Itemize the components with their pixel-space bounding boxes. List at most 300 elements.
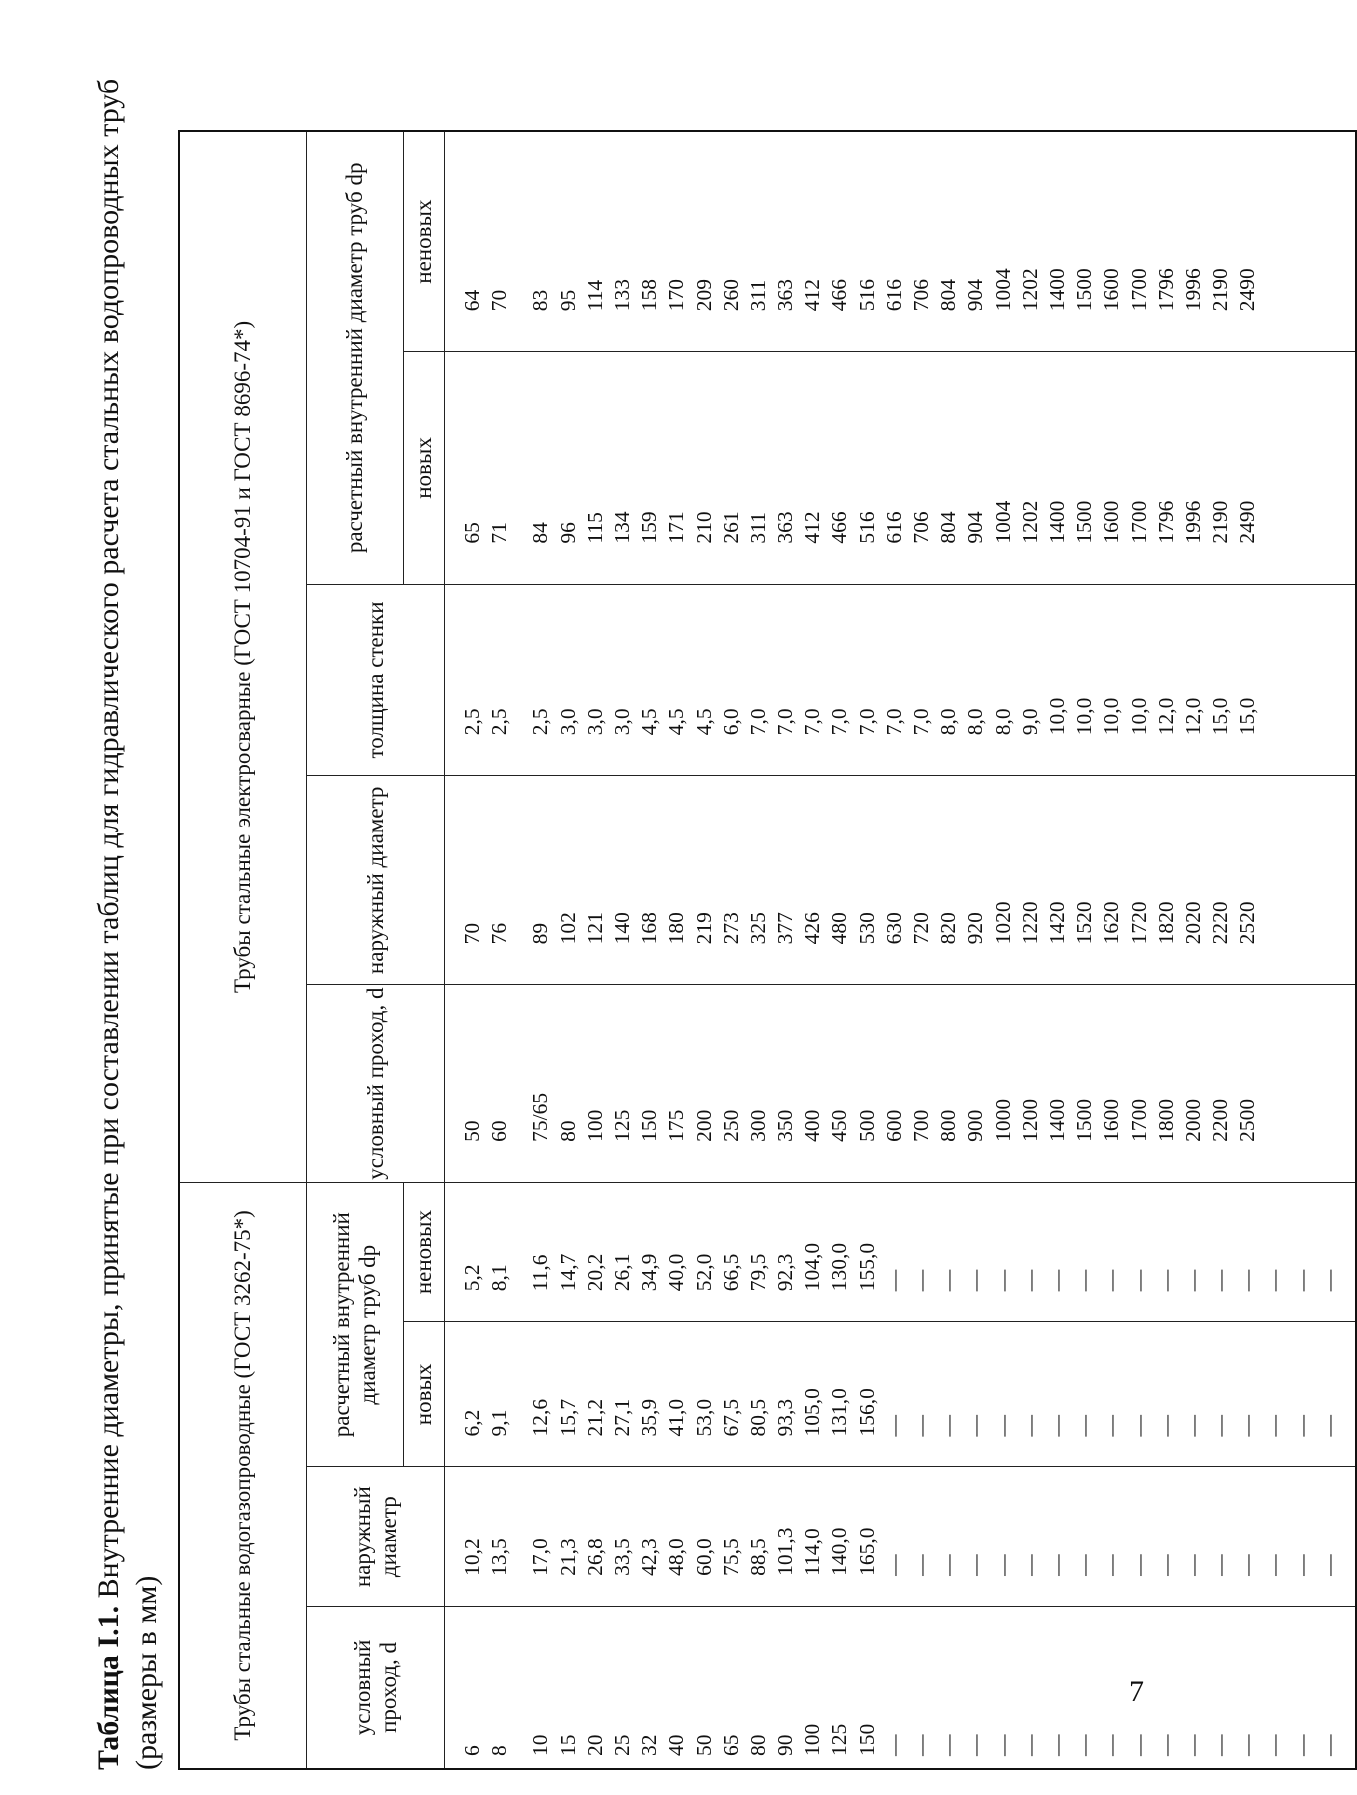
table-cell: 21,3 — [555, 1538, 580, 1576]
caption-text: Внутренние диаметры, принятые при составлении таблиц для гидравлического расчета стальных водопроводных труб (размеры в мм) — [92, 78, 163, 1770]
table-cell: 10,0 — [1126, 697, 1151, 736]
row-gap — [513, 132, 527, 351]
table-cell: — — [1235, 1734, 1260, 1756]
table-cell: 133 — [609, 279, 634, 312]
table-cell: 904 — [963, 279, 988, 312]
table-cell: 95 — [555, 289, 580, 312]
table-cell: — — [1153, 1734, 1178, 1756]
table-cell: 412 — [800, 511, 825, 544]
table-cell: 134 — [609, 511, 634, 544]
table-cell: 71 — [487, 522, 512, 544]
table-cell: 7,0 — [881, 708, 906, 736]
table-cell: 75/65 — [528, 1092, 553, 1142]
table-cell: 450 — [827, 1109, 852, 1142]
table-cell: 200 — [691, 1109, 716, 1142]
table-cell: 209 — [691, 279, 716, 312]
table-cell: 26,8 — [582, 1538, 607, 1576]
row-gap — [513, 1607, 527, 1768]
table-cell: 171 — [664, 511, 689, 544]
table-cell: 400 — [800, 1109, 825, 1142]
table-cell: — — [990, 1734, 1015, 1756]
row-gap — [513, 352, 527, 583]
table-cell: 820 — [936, 912, 961, 945]
table-cell: — — [1180, 1269, 1205, 1292]
table-cell: 1620 — [1099, 901, 1124, 945]
table-cell: 83 — [528, 289, 553, 312]
table-cell: 15,7 — [555, 1398, 580, 1437]
table-cell: 40,0 — [664, 1253, 689, 1292]
table-cell: 114,0 — [800, 1528, 825, 1576]
table-cell: — — [1180, 1554, 1205, 1576]
table-cell: 3,0 — [555, 708, 580, 736]
table-cell: 35,9 — [637, 1398, 662, 1437]
table-cell: — — [1153, 1414, 1178, 1437]
table-cell: 52,0 — [691, 1253, 716, 1292]
row-gap — [513, 1183, 527, 1321]
table-cell: — — [1180, 1414, 1205, 1437]
table-cell: — — [1316, 1554, 1341, 1576]
col-g2-wall — [445, 584, 1357, 776]
table-cell: 60 — [487, 1120, 512, 1142]
table-cell: 34,9 — [637, 1253, 662, 1292]
table-cell: 2,5 — [528, 708, 553, 736]
table-cell: 130,0 — [827, 1242, 852, 1292]
header-g1-inner: расчетный внутренний диаметр труб dp — [307, 1182, 404, 1467]
table-cell: — — [1262, 1554, 1287, 1576]
table-cell: 1700 — [1126, 1098, 1151, 1142]
table-cell: 1004 — [990, 500, 1015, 544]
table-cell: — — [1044, 1734, 1069, 1756]
table-cell: 2490 — [1235, 268, 1260, 312]
table-cell: 325 — [745, 912, 770, 945]
table-cell: 15 — [555, 1734, 580, 1756]
table-cell: 2490 — [1235, 500, 1260, 544]
table-cell: — — [1017, 1269, 1042, 1292]
table-cell: 140 — [609, 912, 634, 945]
table-cell: 150 — [854, 1723, 879, 1756]
table-cell: — — [1126, 1734, 1151, 1756]
header-g1-nominal: условный проход, d — [307, 1606, 445, 1769]
col-g2-old — [445, 131, 1357, 352]
table-cell: — — [1044, 1414, 1069, 1437]
table-cell: 150 — [637, 1109, 662, 1142]
table-cell: — — [909, 1734, 933, 1756]
table-cell: 7,0 — [745, 708, 770, 736]
table-cell: 8,0 — [963, 708, 988, 736]
table-cell: 1400 — [1044, 1098, 1069, 1142]
table-cell: 12,0 — [1180, 697, 1205, 736]
table-cell: 2500 — [1235, 1098, 1260, 1142]
table-cell: — — [909, 1269, 933, 1292]
table-cell: 10,0 — [1044, 697, 1069, 736]
table-cell: 261 — [718, 511, 743, 544]
row-gap — [513, 985, 527, 1181]
table-cell: 101,3 — [773, 1527, 798, 1576]
table-cell: 10,0 — [1099, 697, 1124, 736]
table-cell: — — [990, 1269, 1015, 1292]
table-cell: — — [1262, 1414, 1287, 1437]
table-cell: 4,5 — [637, 708, 662, 736]
table-cell: — — [1017, 1414, 1042, 1437]
table-cell: 175 — [664, 1109, 689, 1142]
col-g1-new — [445, 1322, 1357, 1467]
table-cell: — — [936, 1414, 961, 1437]
table-cell: 804 — [936, 279, 961, 312]
table-cell: 1400 — [1044, 500, 1069, 544]
row-gap — [513, 1322, 527, 1466]
table-cell: 1700 — [1126, 500, 1151, 544]
table-cell: 2200 — [1208, 1098, 1233, 1142]
table-cell: 40 — [664, 1734, 689, 1756]
table-cell: 125 — [827, 1723, 852, 1756]
table-cell: — — [1235, 1414, 1260, 1437]
table-cell: — — [1044, 1269, 1069, 1292]
table-cell: 41,0 — [664, 1398, 689, 1437]
table-cell: — — [1126, 1554, 1151, 1576]
table-cell: — — [1235, 1269, 1260, 1292]
table-cell: 706 — [909, 511, 933, 544]
table-cell: 1996 — [1180, 268, 1205, 312]
pipe-diameter-table — [178, 130, 1357, 1770]
table-cell: 20 — [582, 1734, 607, 1756]
table-cell: 412 — [800, 279, 825, 312]
table-cell: 50 — [691, 1734, 716, 1756]
col-g1-outer — [445, 1467, 1357, 1606]
table-cell: 80,5 — [745, 1398, 770, 1437]
table-cell: 53,0 — [691, 1398, 716, 1437]
table-cell: 2520 — [1235, 901, 1260, 945]
table-cell: 904 — [963, 511, 988, 544]
header-g2-new: новых — [404, 352, 445, 584]
table-cell: 8,0 — [990, 708, 1015, 736]
table-cell: 1020 — [990, 901, 1015, 945]
table-cell: 516 — [854, 279, 879, 312]
table-cell: 2,5 — [460, 708, 484, 736]
rotated-page — [90, 30, 1341, 1770]
table-cell: 100 — [582, 1109, 607, 1142]
table-cell: 1600 — [1099, 1098, 1124, 1142]
table-cell: 27,1 — [609, 1398, 634, 1437]
col-g2-new — [445, 352, 1357, 584]
table-cell: 2190 — [1208, 500, 1233, 544]
table-cell: 1000 — [990, 1098, 1015, 1142]
table-cell: 5,2 — [460, 1264, 484, 1292]
table-cell: 131,0 — [827, 1388, 852, 1437]
table-cell: 92,3 — [773, 1253, 798, 1292]
table-cell: 7,0 — [909, 708, 933, 736]
header-g2-inner: расчетный внутренний диаметр труб dp — [307, 131, 404, 584]
table-cell: 2190 — [1208, 268, 1233, 312]
col-g2-outer — [445, 776, 1357, 985]
table-cell: — — [936, 1269, 961, 1292]
table-cell: — — [1099, 1554, 1124, 1576]
table-cell: — — [936, 1734, 961, 1756]
table-cell: 2220 — [1208, 901, 1233, 945]
table-cell: 10 — [528, 1734, 553, 1756]
table-cell: 48,0 — [664, 1538, 689, 1576]
table-cell: 616 — [881, 279, 906, 312]
table-cell: — — [1208, 1414, 1233, 1437]
table-cell: 21,2 — [582, 1398, 607, 1437]
table-cell: 125 — [609, 1109, 634, 1142]
table-cell: 156,0 — [854, 1388, 879, 1437]
table-cell: — — [1072, 1414, 1097, 1437]
table-cell: — — [1017, 1734, 1042, 1756]
table-cell: 720 — [909, 912, 933, 945]
table-cell: 89 — [528, 922, 553, 945]
table-cell: 363 — [773, 279, 798, 312]
caption-label: Таблица I.1. — [92, 1605, 125, 1770]
table-cell: — — [1289, 1414, 1314, 1437]
table-cell: 3,0 — [582, 708, 607, 736]
table-cell: 6,0 — [718, 708, 743, 736]
table-cell: 500 — [854, 1109, 879, 1142]
table-cell: 1796 — [1153, 268, 1178, 312]
table-cell: — — [1072, 1269, 1097, 1292]
table-cell: — — [990, 1554, 1015, 1576]
table-cell: 84 — [528, 522, 553, 544]
header-g1-new: новых — [404, 1322, 445, 1467]
table-cell: 104,0 — [800, 1242, 825, 1292]
table-cell: 66,5 — [718, 1253, 743, 1292]
table-cell: 7,0 — [854, 708, 879, 736]
table-cell: 93,3 — [773, 1398, 798, 1437]
table-cell: — — [881, 1269, 906, 1292]
table-cell: — — [1235, 1554, 1260, 1576]
table-cell: 1720 — [1126, 901, 1151, 945]
table-cell: 311 — [745, 512, 770, 544]
table-cell: — — [990, 1414, 1015, 1437]
table-cell: 26,1 — [609, 1253, 634, 1292]
table-cell: 33,5 — [609, 1538, 634, 1576]
table-cell: — — [881, 1734, 906, 1756]
table-cell: — — [1316, 1414, 1341, 1437]
header-g2-outer: наружный диаметр — [307, 776, 445, 985]
page-number: 7 — [1129, 1675, 1144, 1708]
table-cell: 1700 — [1126, 268, 1151, 312]
header-g2-wall: толщина стенки — [307, 584, 445, 776]
table-cell: — — [936, 1554, 961, 1576]
table-cell: 80 — [745, 1734, 770, 1756]
table-cell: 1400 — [1044, 268, 1069, 312]
header-g2-old: неновых — [404, 131, 445, 352]
table-cell: 155,0 — [854, 1242, 879, 1292]
table-cell: 121 — [582, 912, 607, 945]
table-cell: 7,0 — [827, 708, 852, 736]
table-cell: — — [881, 1414, 906, 1437]
table-cell: 165,0 — [854, 1527, 879, 1576]
table-cell: 75,5 — [718, 1538, 743, 1576]
table-cell: — — [963, 1734, 988, 1756]
table-cell: 260 — [718, 279, 743, 312]
table-cell: 530 — [854, 912, 879, 945]
table-cell: 17,0 — [528, 1538, 553, 1576]
table-cell: — — [1072, 1554, 1097, 1576]
header-group-vgp: Трубы стальные водогазопроводные (ГОСТ 3262-75*) — [179, 1182, 307, 1769]
table-cell: — — [1099, 1414, 1124, 1437]
table-cell: — — [1017, 1554, 1042, 1576]
table-cell: — — [881, 1554, 906, 1576]
table-cell: — — [1208, 1554, 1233, 1576]
table-cell: 1220 — [1017, 901, 1042, 945]
table-cell: 630 — [881, 912, 906, 945]
table-cell: 800 — [936, 1109, 961, 1142]
col-g1-old — [445, 1182, 1357, 1321]
table-cell: 466 — [827, 279, 852, 312]
table-cell: 9,0 — [1017, 708, 1042, 736]
table-cell: 42,3 — [637, 1538, 662, 1576]
table-cell: 3,0 — [609, 708, 634, 736]
table-cell: — — [1126, 1269, 1151, 1292]
table-cell: — — [963, 1554, 988, 1576]
table-cell: — — [1208, 1269, 1233, 1292]
table-cell: 60,0 — [691, 1538, 716, 1576]
table-cell: 1200 — [1017, 1098, 1042, 1142]
table-cell: 159 — [637, 511, 662, 544]
table-cell: 11,6 — [528, 1254, 553, 1292]
table-cell: 1500 — [1072, 500, 1097, 544]
table-cell: — — [1099, 1269, 1124, 1292]
table-cell: — — [909, 1554, 933, 1576]
table-cell: 516 — [854, 511, 879, 544]
table-cell: 466 — [827, 511, 852, 544]
table-cell: — — [1208, 1734, 1233, 1756]
table-cell: — — [1262, 1734, 1287, 1756]
table-cell: — — [1316, 1269, 1341, 1292]
table-cell: 25 — [609, 1734, 634, 1756]
table-cell: 600 — [881, 1109, 906, 1142]
table-cell: 1202 — [1017, 500, 1042, 544]
table-cell: 900 — [963, 1109, 988, 1142]
table-cell: 13,5 — [487, 1538, 512, 1576]
table-cell: 32 — [637, 1734, 662, 1756]
table-cell: — — [1289, 1734, 1314, 1756]
table-cell: 2,5 — [487, 708, 512, 736]
table-cell: — — [1044, 1554, 1069, 1576]
table-cell: 15,0 — [1208, 697, 1233, 736]
header-g2-nominal: условный проход, d — [307, 985, 445, 1182]
table-cell: 114 — [582, 279, 607, 312]
table-cell: 6,2 — [460, 1409, 484, 1437]
table-cell: — — [1099, 1734, 1124, 1756]
table-cell: 65 — [718, 1734, 743, 1756]
table-cell: 920 — [963, 912, 988, 945]
table-cell: — — [1262, 1269, 1287, 1292]
table-cell: 377 — [773, 912, 798, 945]
table-cell: — — [1153, 1269, 1178, 1292]
table-cell: — — [963, 1414, 988, 1437]
table-cell: 1500 — [1072, 268, 1097, 312]
table-cell: 4,5 — [664, 708, 689, 736]
table-cell: 9,1 — [487, 1409, 512, 1437]
table-cell: 350 — [773, 1109, 798, 1142]
table-cell: 80 — [555, 1120, 580, 1142]
table-cell: 426 — [800, 912, 825, 945]
table-cell: 102 — [555, 912, 580, 945]
table-cell: 250 — [718, 1109, 743, 1142]
table-cell: — — [1289, 1554, 1314, 1576]
table-cell: 76 — [487, 922, 512, 945]
table-cell: 1500 — [1072, 1098, 1097, 1142]
table-cell: 70 — [460, 922, 484, 945]
table-cell: 1420 — [1044, 901, 1069, 945]
table-cell: 8,1 — [487, 1264, 512, 1292]
row-gap — [513, 776, 527, 984]
table-cell: 311 — [745, 279, 770, 312]
table-cell: 64 — [460, 289, 484, 312]
col-g2-nominal — [445, 985, 1357, 1182]
table-cell: — — [1180, 1734, 1205, 1756]
table-cell: — — [909, 1414, 933, 1437]
table-cell: — — [1072, 1734, 1097, 1756]
table-cell: 96 — [555, 522, 580, 544]
table-cell: 1820 — [1153, 901, 1178, 945]
table-cell: 12,0 — [1153, 697, 1178, 736]
table-cell: 7,0 — [800, 708, 825, 736]
row-gap — [513, 585, 527, 776]
table-cell: 1600 — [1099, 268, 1124, 312]
table-cell: 15,0 — [1235, 697, 1260, 736]
table-cell: 115 — [582, 512, 607, 544]
table-cell: 88,5 — [745, 1538, 770, 1576]
table-cell: 79,5 — [745, 1253, 770, 1292]
table-cell: 158 — [637, 279, 662, 312]
table-cell: 67,5 — [718, 1398, 743, 1437]
table-cell: — — [963, 1269, 988, 1292]
table-cell: 105,0 — [800, 1388, 825, 1437]
table-cell: — — [1153, 1554, 1178, 1576]
col-g1-nominal — [445, 1606, 1357, 1769]
table-cell: 100 — [800, 1723, 825, 1756]
table-cell: 700 — [909, 1109, 933, 1142]
table-cell: 804 — [936, 511, 961, 544]
table-cell: 12,6 — [528, 1398, 553, 1437]
header-g1-outer: наружный диаметр — [307, 1467, 445, 1606]
table-cell: 4,5 — [691, 708, 716, 736]
table-cell: 20,2 — [582, 1253, 607, 1292]
table-cell: 140,0 — [827, 1527, 852, 1576]
table-cell: — — [1289, 1269, 1314, 1292]
table-cell: 14,7 — [555, 1253, 580, 1292]
table-cell: 2020 — [1180, 901, 1205, 945]
table-cell: 6 — [460, 1745, 484, 1756]
table-cell: 170 — [664, 279, 689, 312]
table-caption — [90, 70, 166, 1770]
table-cell: — — [1126, 1414, 1151, 1437]
table-cell: 219 — [691, 912, 716, 945]
header-group-es: Трубы стальные электросварные (ГОСТ 10704-91 и ГОСТ 8696-74*) — [179, 131, 307, 1182]
table-cell: 1004 — [990, 268, 1015, 312]
table-cell: 1800 — [1153, 1098, 1178, 1142]
table-cell: 210 — [691, 511, 716, 544]
table-cell: 168 — [637, 912, 662, 945]
table-cell: 1202 — [1017, 268, 1042, 312]
header-g1-old: неновых — [404, 1182, 445, 1321]
table-cell: 90 — [773, 1734, 798, 1756]
row-gap — [513, 1467, 527, 1605]
table-cell: 300 — [745, 1109, 770, 1142]
table-cell: 7,0 — [773, 708, 798, 736]
table-cell: 1996 — [1180, 500, 1205, 544]
table-cell: 10,0 — [1072, 697, 1097, 736]
table-cell: 1520 — [1072, 901, 1097, 945]
table-cell: — — [1316, 1734, 1341, 1756]
table-cell: 363 — [773, 511, 798, 544]
table-cell: 8,0 — [936, 708, 961, 736]
table-cell: 480 — [827, 912, 852, 945]
table-cell: 180 — [664, 912, 689, 945]
table-cell: 8 — [487, 1745, 512, 1756]
